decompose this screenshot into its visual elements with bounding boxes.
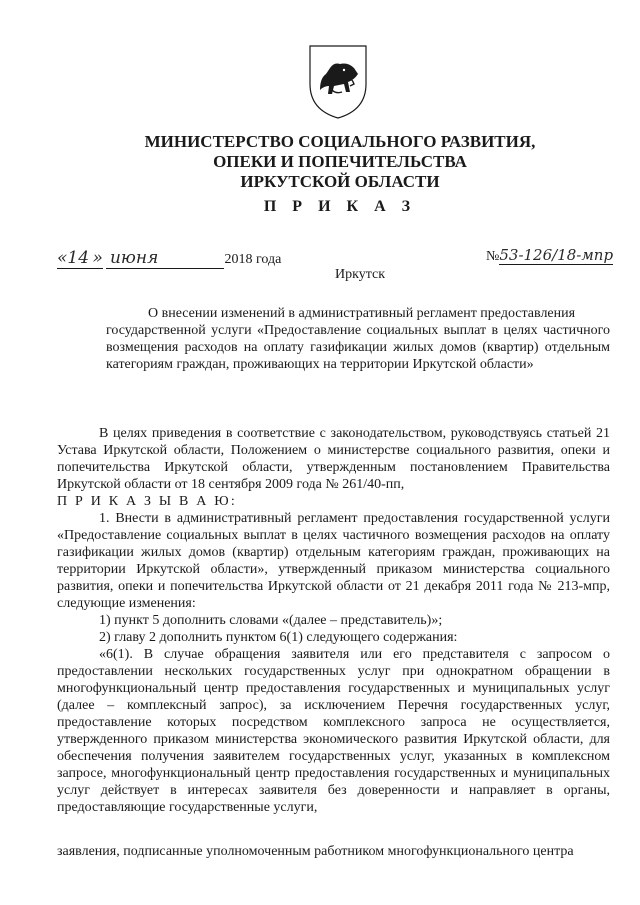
irkutsk-coat-of-arms-icon <box>302 40 374 122</box>
date-open-quote: « <box>57 248 68 268</box>
date-day-field <box>57 248 103 269</box>
ministry-name-line-1: МИНИСТЕРСТВО СОЦИАЛЬНОГО РАЗВИТИЯ, <box>144 132 536 151</box>
ministry-header <box>120 132 560 192</box>
date-day: 14 <box>67 248 90 268</box>
order-date <box>57 248 281 269</box>
document-title: П Р И К А З <box>263 198 417 215</box>
order-subject <box>106 305 610 373</box>
item-1-1-paragraph: 1) пункт 5 дополнить словами «(далее – представитель)»; <box>99 613 443 628</box>
date-year: 2018 года <box>224 252 282 267</box>
ministry-name-line-3: ИРКУТСКОЙ ОБЛАСТИ <box>240 172 440 191</box>
order-body <box>57 425 610 816</box>
item-1-2-paragraph: 2) главу 2 дополнить пунктом 6(1) следующего содержания: <box>99 630 458 645</box>
order-word: П Р И К А З Ы В А Ю: <box>57 494 237 509</box>
quoted-clause-paragraph: «6(1). В случае обращения заявителя или его представителя с запросом о предоставлении нескольких государственных услуг при однократном обращении в многофункциональный центр предоставления государственных и муниципальных услуг (далее – комплексный запрос), за исключением Перечня государственных услуг, предоставление которых посредством комплексного запроса не осуществляется, утвержденного приказом министерства экономического развития Иркутской области, для обеспечения получения заявителем государственных услуг, указанных в комплексном запросе, многофункциональный центр предоставления государственных и муниципальных услуг действует в интересах заявителя без доверенности и направляет в органы, предоставляющие государственные услуги, <box>57 647 610 815</box>
city-name: Иркутск <box>334 267 386 282</box>
number-value: 53-126/18-мпр <box>499 246 614 264</box>
ministry-name-line-2: ОПЕКИ И ПОПЕЧИТЕЛЬСТВА <box>213 152 467 171</box>
date-close-quote: » <box>92 248 103 268</box>
preamble-paragraph: В целях приведения в соответствие с законодательством, руководствуясь статьей 21 Устава Иркутской области, Положением о министерстве социального развития, опеки и попечительства Иркутской области, утвержденным постановлением Правительства Иркутской области от 18 сентября 2009 года № 261/40-пп, <box>57 426 610 492</box>
date-month-field <box>106 248 224 269</box>
coat-of-arms-emblem <box>302 40 374 122</box>
item-1-paragraph: 1. Внести в административный регламент предоставления государственной услуги «Предоставление социальных выплат в целях частичного возмещения расходов на оплату газификации жилых домов (квартир) отдельным категориям граждан, проживающих на территории Иркутской области», утвержденный приказом министерства социального развития, опеки и попечительства Иркутской области от 21 декабря 2011 года № 213-мпр, следующие изменения: <box>57 511 610 611</box>
number-sign: № <box>486 249 500 264</box>
order-number <box>486 246 613 265</box>
cut-off-line: заявления, подписанные уполномоченным работником многофункционального центра <box>57 844 574 859</box>
date-month: июня <box>109 248 159 268</box>
subject-rest: государственной услуги «Предоставление социальных выплат в целях частичного возмещения расходов на оплату газификации жилых домов (квартир) отдельным категориям граждан, проживающих на территории Иркутской области» <box>106 323 610 372</box>
subject-line-1: О внесении изменений в административный регламент предоставления <box>148 306 576 321</box>
